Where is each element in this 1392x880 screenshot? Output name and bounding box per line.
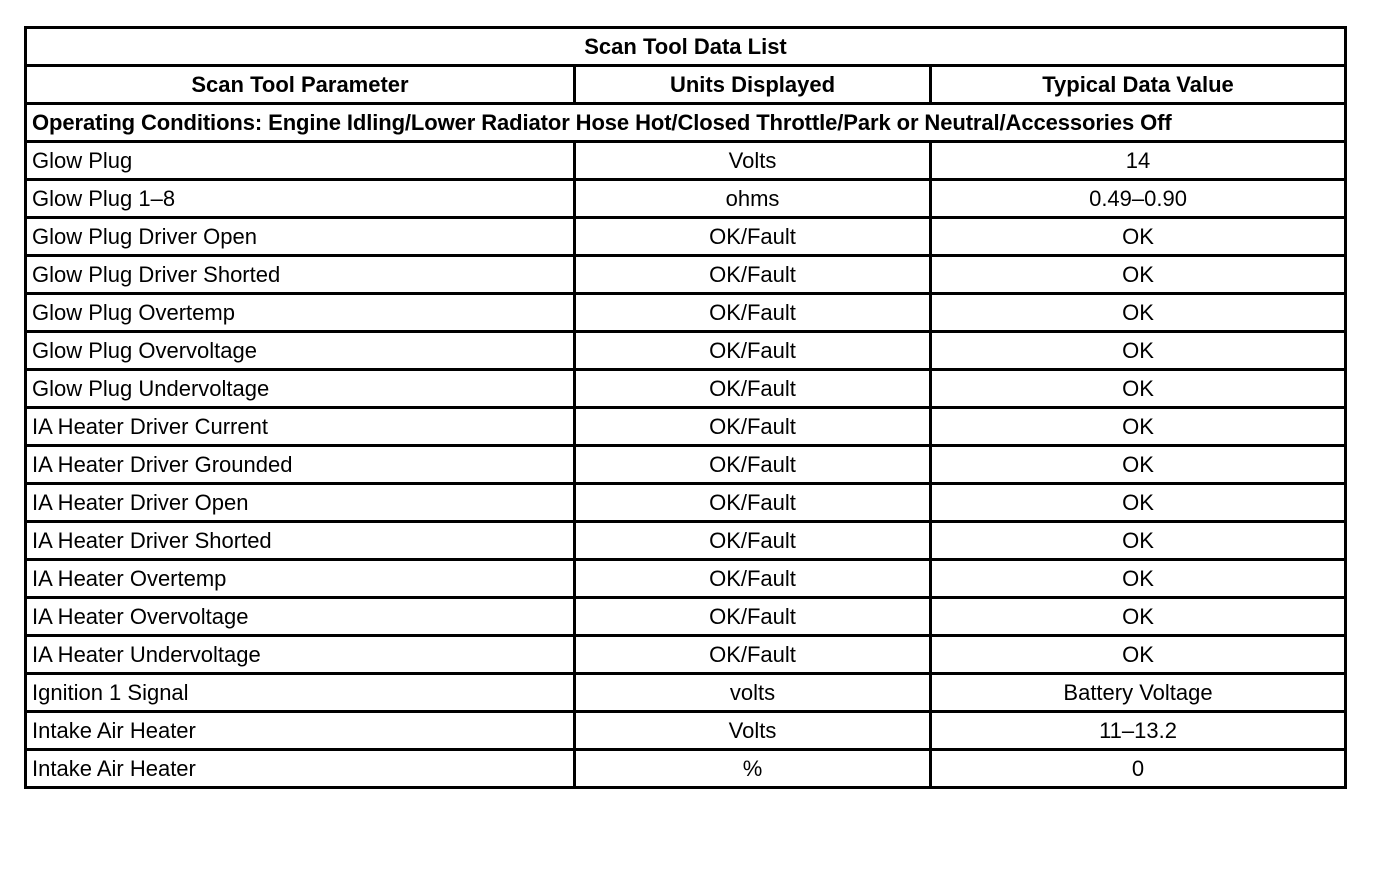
typical-value-cell: OK <box>931 598 1346 636</box>
table-row <box>26 446 1346 484</box>
conditions-row <box>26 104 1346 142</box>
units-cell: OK/Fault <box>575 408 931 446</box>
typical-value-cell: OK <box>931 522 1346 560</box>
parameter-cell: Ignition 1 Signal <box>26 674 575 712</box>
units-cell: volts <box>575 674 931 712</box>
parameter-cell: IA Heater Overtemp <box>26 560 575 598</box>
table-row <box>26 750 1346 788</box>
parameter-cell: Glow Plug Undervoltage <box>26 370 575 408</box>
table-row <box>26 522 1346 560</box>
scan-tool-data-table <box>24 26 1347 789</box>
parameter-cell: IA Heater Driver Shorted <box>26 522 575 560</box>
title-row <box>26 28 1346 66</box>
typical-value-cell: 0.49–0.90 <box>931 180 1346 218</box>
table-row <box>26 256 1346 294</box>
header-typical-value: Typical Data Value <box>931 66 1346 104</box>
parameter-cell: Glow Plug <box>26 142 575 180</box>
typical-value-cell: OK <box>931 408 1346 446</box>
units-cell: ohms <box>575 180 931 218</box>
typical-value-cell: OK <box>931 370 1346 408</box>
table-row <box>26 560 1346 598</box>
typical-value-cell: 0 <box>931 750 1346 788</box>
parameter-cell: IA Heater Driver Grounded <box>26 446 575 484</box>
operating-conditions: Operating Conditions: Engine Idling/Lower Radiator Hose Hot/Closed Throttle/Park or Neutral/Accessories Off <box>26 104 1346 142</box>
parameter-cell: Glow Plug Overtemp <box>26 294 575 332</box>
units-cell: OK/Fault <box>575 256 931 294</box>
units-cell: OK/Fault <box>575 218 931 256</box>
typical-value-cell: OK <box>931 446 1346 484</box>
table-row <box>26 408 1346 446</box>
typical-value-cell: OK <box>931 560 1346 598</box>
typical-value-cell: OK <box>931 636 1346 674</box>
parameter-cell: Intake Air Heater <box>26 712 575 750</box>
parameter-cell: Glow Plug Driver Open <box>26 218 575 256</box>
parameter-cell: IA Heater Driver Current <box>26 408 575 446</box>
units-cell: OK/Fault <box>575 446 931 484</box>
table-title: Scan Tool Data List <box>26 28 1346 66</box>
parameter-cell: IA Heater Driver Open <box>26 484 575 522</box>
table-row <box>26 294 1346 332</box>
typical-value-cell: 11–13.2 <box>931 712 1346 750</box>
typical-value-cell: 14 <box>931 142 1346 180</box>
units-cell: % <box>575 750 931 788</box>
header-units: Units Displayed <box>575 66 931 104</box>
table-row <box>26 142 1346 180</box>
table-row <box>26 636 1346 674</box>
table-row <box>26 370 1346 408</box>
table-row <box>26 180 1346 218</box>
table-row <box>26 332 1346 370</box>
units-cell: OK/Fault <box>575 636 931 674</box>
units-cell: Volts <box>575 712 931 750</box>
header-row <box>26 66 1346 104</box>
typical-value-cell: OK <box>931 256 1346 294</box>
parameter-cell: Glow Plug 1–8 <box>26 180 575 218</box>
table-body <box>26 142 1346 788</box>
parameter-cell: Glow Plug Overvoltage <box>26 332 575 370</box>
table-row <box>26 484 1346 522</box>
units-cell: OK/Fault <box>575 370 931 408</box>
typical-value-cell: OK <box>931 294 1346 332</box>
typical-value-cell: OK <box>931 218 1346 256</box>
units-cell: OK/Fault <box>575 560 931 598</box>
table-row <box>26 712 1346 750</box>
table-row <box>26 598 1346 636</box>
parameter-cell: Glow Plug Driver Shorted <box>26 256 575 294</box>
parameter-cell: Intake Air Heater <box>26 750 575 788</box>
units-cell: OK/Fault <box>575 598 931 636</box>
units-cell: OK/Fault <box>575 484 931 522</box>
units-cell: Volts <box>575 142 931 180</box>
parameter-cell: IA Heater Overvoltage <box>26 598 575 636</box>
table-row <box>26 674 1346 712</box>
units-cell: OK/Fault <box>575 522 931 560</box>
header-parameter: Scan Tool Parameter <box>26 66 575 104</box>
units-cell: OK/Fault <box>575 332 931 370</box>
typical-value-cell: OK <box>931 484 1346 522</box>
typical-value-cell: OK <box>931 332 1346 370</box>
table-row <box>26 218 1346 256</box>
units-cell: OK/Fault <box>575 294 931 332</box>
parameter-cell: IA Heater Undervoltage <box>26 636 575 674</box>
typical-value-cell: Battery Voltage <box>931 674 1346 712</box>
